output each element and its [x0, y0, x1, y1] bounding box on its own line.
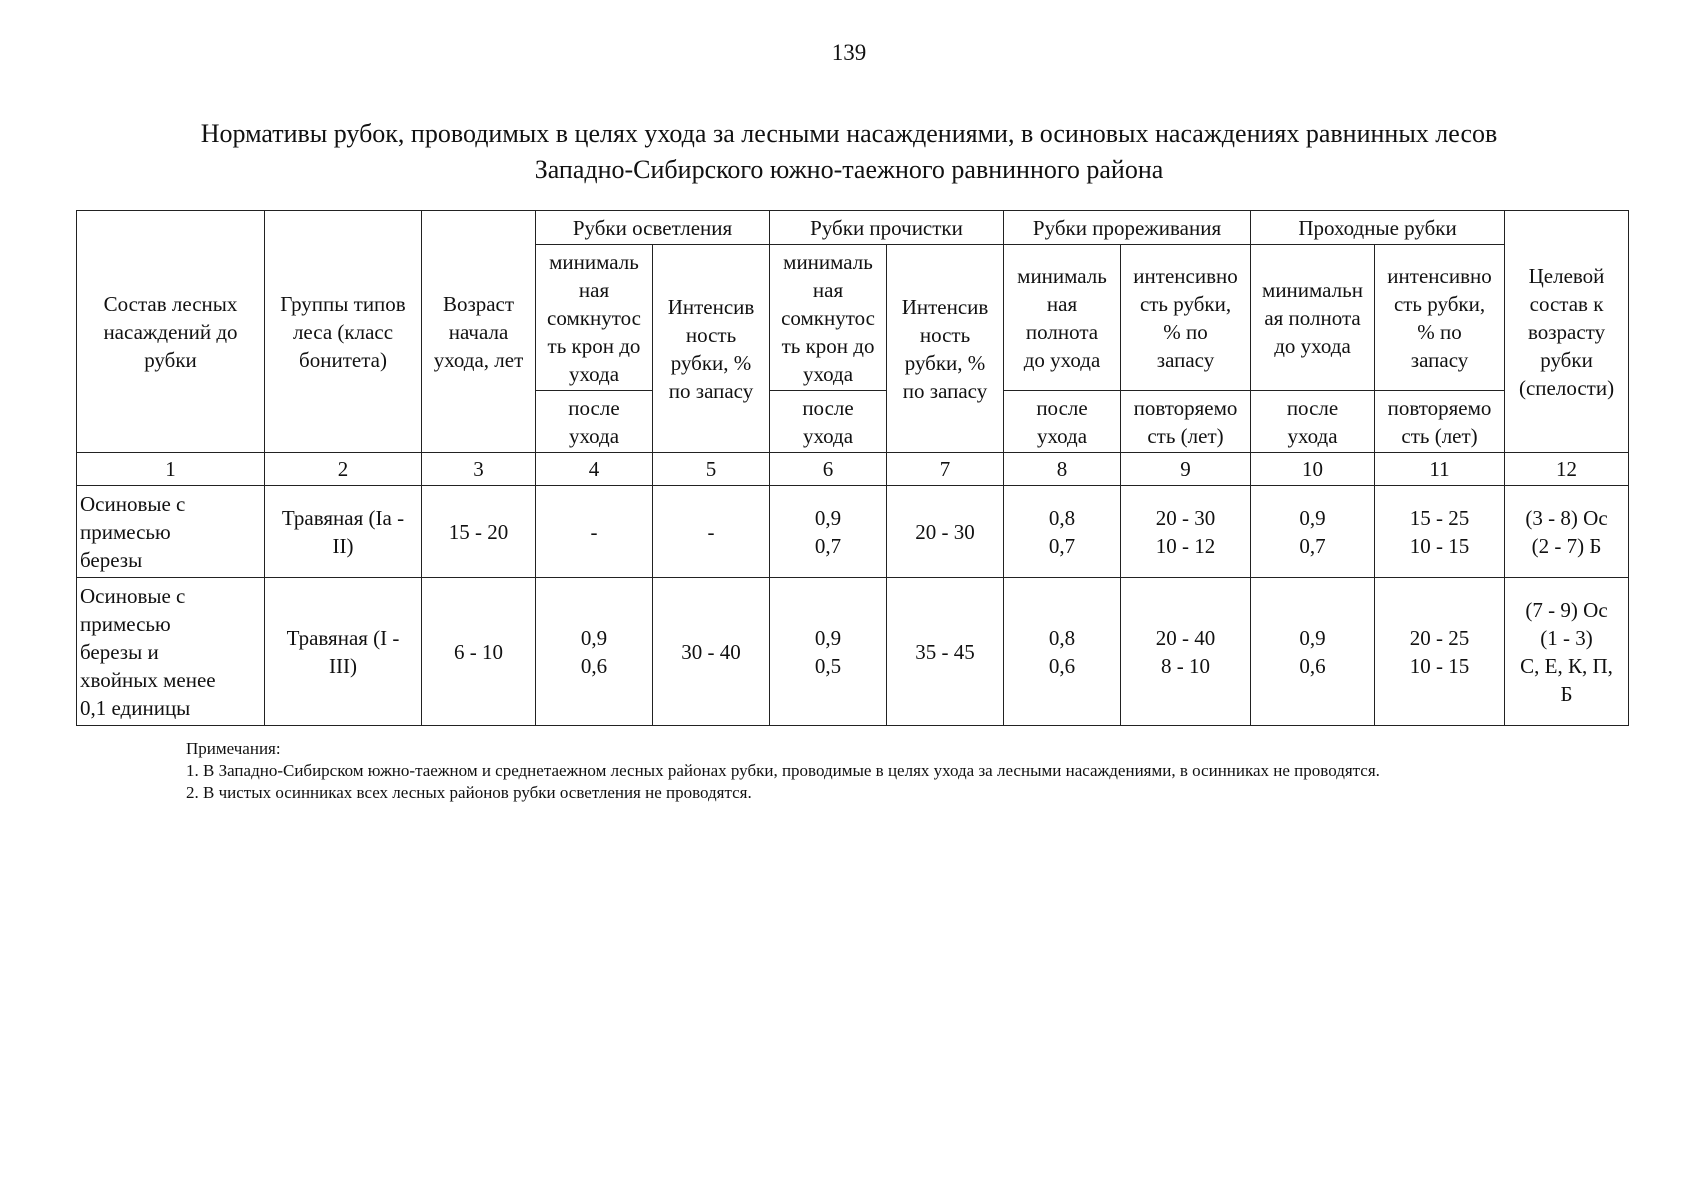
row-cell-11: 20 - 25 10 - 15	[1375, 578, 1505, 726]
row-cell-5: -	[653, 486, 770, 578]
header-min-closure-4: минималь ная сомкнутос ть крон до ухода	[536, 245, 653, 391]
row-cell-4: -	[536, 486, 653, 578]
column-number: 6	[770, 453, 887, 486]
header-row-groups	[77, 211, 1629, 245]
column-number-row	[77, 453, 1629, 486]
row-cell-11: 15 - 25 10 - 15	[1375, 486, 1505, 578]
column-number: 12	[1505, 453, 1629, 486]
row-composition: Осиновые с примесью березы	[77, 486, 265, 578]
row-cell-10: 0,9 0,7	[1251, 486, 1375, 578]
title-line-2: Западно-Сибирского южно-таежного равнинного района	[534, 155, 1164, 184]
norms-table	[76, 210, 1629, 726]
column-number: 7	[887, 453, 1004, 486]
note-item: 1. В Западно-Сибирском южно-таежном и среднетаежном лесных районах рубки, проводимые в целях ухода за лесными насаждениями, в осинниках не проводятся.	[186, 761, 1380, 780]
header-composition: Состав лесных насаждений до рубки	[77, 211, 265, 453]
header-after-care-8: после ухода	[1004, 391, 1121, 453]
row-cell-12: (7 - 9) Ос (1 - 3) С, Е, К, П, Б	[1505, 578, 1629, 726]
row-cell-9: 20 - 40 8 - 10	[1121, 578, 1251, 726]
column-number: 8	[1004, 453, 1121, 486]
header-min-density-8: минималь ная полнота до ухода	[1004, 245, 1121, 391]
header-after-care-6: после ухода	[770, 391, 887, 453]
column-number: 11	[1375, 453, 1505, 486]
row-cell-8: 0,8 0,7	[1004, 486, 1121, 578]
header-after-care-4: после ухода	[536, 391, 653, 453]
row-forest-group: Травяная (Iа - II)	[265, 486, 422, 578]
row-cell-7: 20 - 30	[887, 486, 1004, 578]
header-forest-group: Группы типов леса (класс бонитета)	[265, 211, 422, 453]
row-age: 15 - 20	[422, 486, 536, 578]
title-line-1: Нормативы рубок, проводимых в целях ухода за лесными насаждениями, в осиновых насаждениях равнинных лесов	[200, 119, 1498, 148]
notes-heading: Примечания:	[186, 739, 281, 758]
header-group-prorezhivanie: Рубки прореживания	[1004, 211, 1251, 245]
row-cell-8: 0,8 0,6	[1004, 578, 1121, 726]
row-cell-9: 20 - 30 10 - 12	[1121, 486, 1251, 578]
row-cell-4: 0,9 0,6	[536, 578, 653, 726]
header-min-density-10: минимальн ая полнота до ухода	[1251, 245, 1375, 391]
column-number: 2	[265, 453, 422, 486]
header-intensity-11: интенсивно сть рубки, % по запасу	[1375, 245, 1505, 391]
header-target-composition: Целевой состав к возрасту рубки (спелости)	[1505, 211, 1629, 453]
document-title	[80, 116, 1618, 188]
column-number: 1	[77, 453, 265, 486]
note-item: 2. В чистых осинниках всех лесных районов рубки осветления не проводятся.	[186, 783, 752, 802]
row-age: 6 - 10	[422, 578, 536, 726]
table-row	[77, 486, 1629, 578]
header-intensity-9: интенсивно сть рубки, % по запасу	[1121, 245, 1251, 391]
header-start-age: Возраст начала ухода, лет	[422, 211, 536, 453]
row-cell-12: (3 - 8) Ос (2 - 7) Б	[1505, 486, 1629, 578]
header-after-care-10: после ухода	[1251, 391, 1375, 453]
column-number: 4	[536, 453, 653, 486]
header-repeat-9: повторяемо сть (лет)	[1121, 391, 1251, 453]
header-repeat-11: повторяемо сть (лет)	[1375, 391, 1505, 453]
row-cell-5: 30 - 40	[653, 578, 770, 726]
header-intensity-5: Интенсив ность рубки, % по запасу	[653, 245, 770, 453]
header-min-closure-6: минималь ная сомкнутос ть крон до ухода	[770, 245, 887, 391]
row-cell-10: 0,9 0,6	[1251, 578, 1375, 726]
row-cell-7: 35 - 45	[887, 578, 1004, 726]
row-forest-group: Травяная (I - III)	[265, 578, 422, 726]
column-number: 3	[422, 453, 536, 486]
row-composition: Осиновые с примесью березы и хвойных менее 0,1 единицы	[77, 578, 265, 726]
row-cell-6: 0,9 0,7	[770, 486, 887, 578]
column-number: 5	[653, 453, 770, 486]
header-group-prochistka: Рубки прочистки	[770, 211, 1004, 245]
notes	[115, 738, 1590, 804]
header-intensity-7: Интенсив ность рубки, % по запасу	[887, 245, 1004, 453]
table-row	[77, 578, 1629, 726]
column-number: 9	[1121, 453, 1251, 486]
header-group-osvetlenie: Рубки осветления	[536, 211, 770, 245]
row-cell-6: 0,9 0,5	[770, 578, 887, 726]
header-group-prohodnye: Проходные рубки	[1251, 211, 1505, 245]
page-number: 139	[831, 40, 867, 65]
column-number: 10	[1251, 453, 1375, 486]
